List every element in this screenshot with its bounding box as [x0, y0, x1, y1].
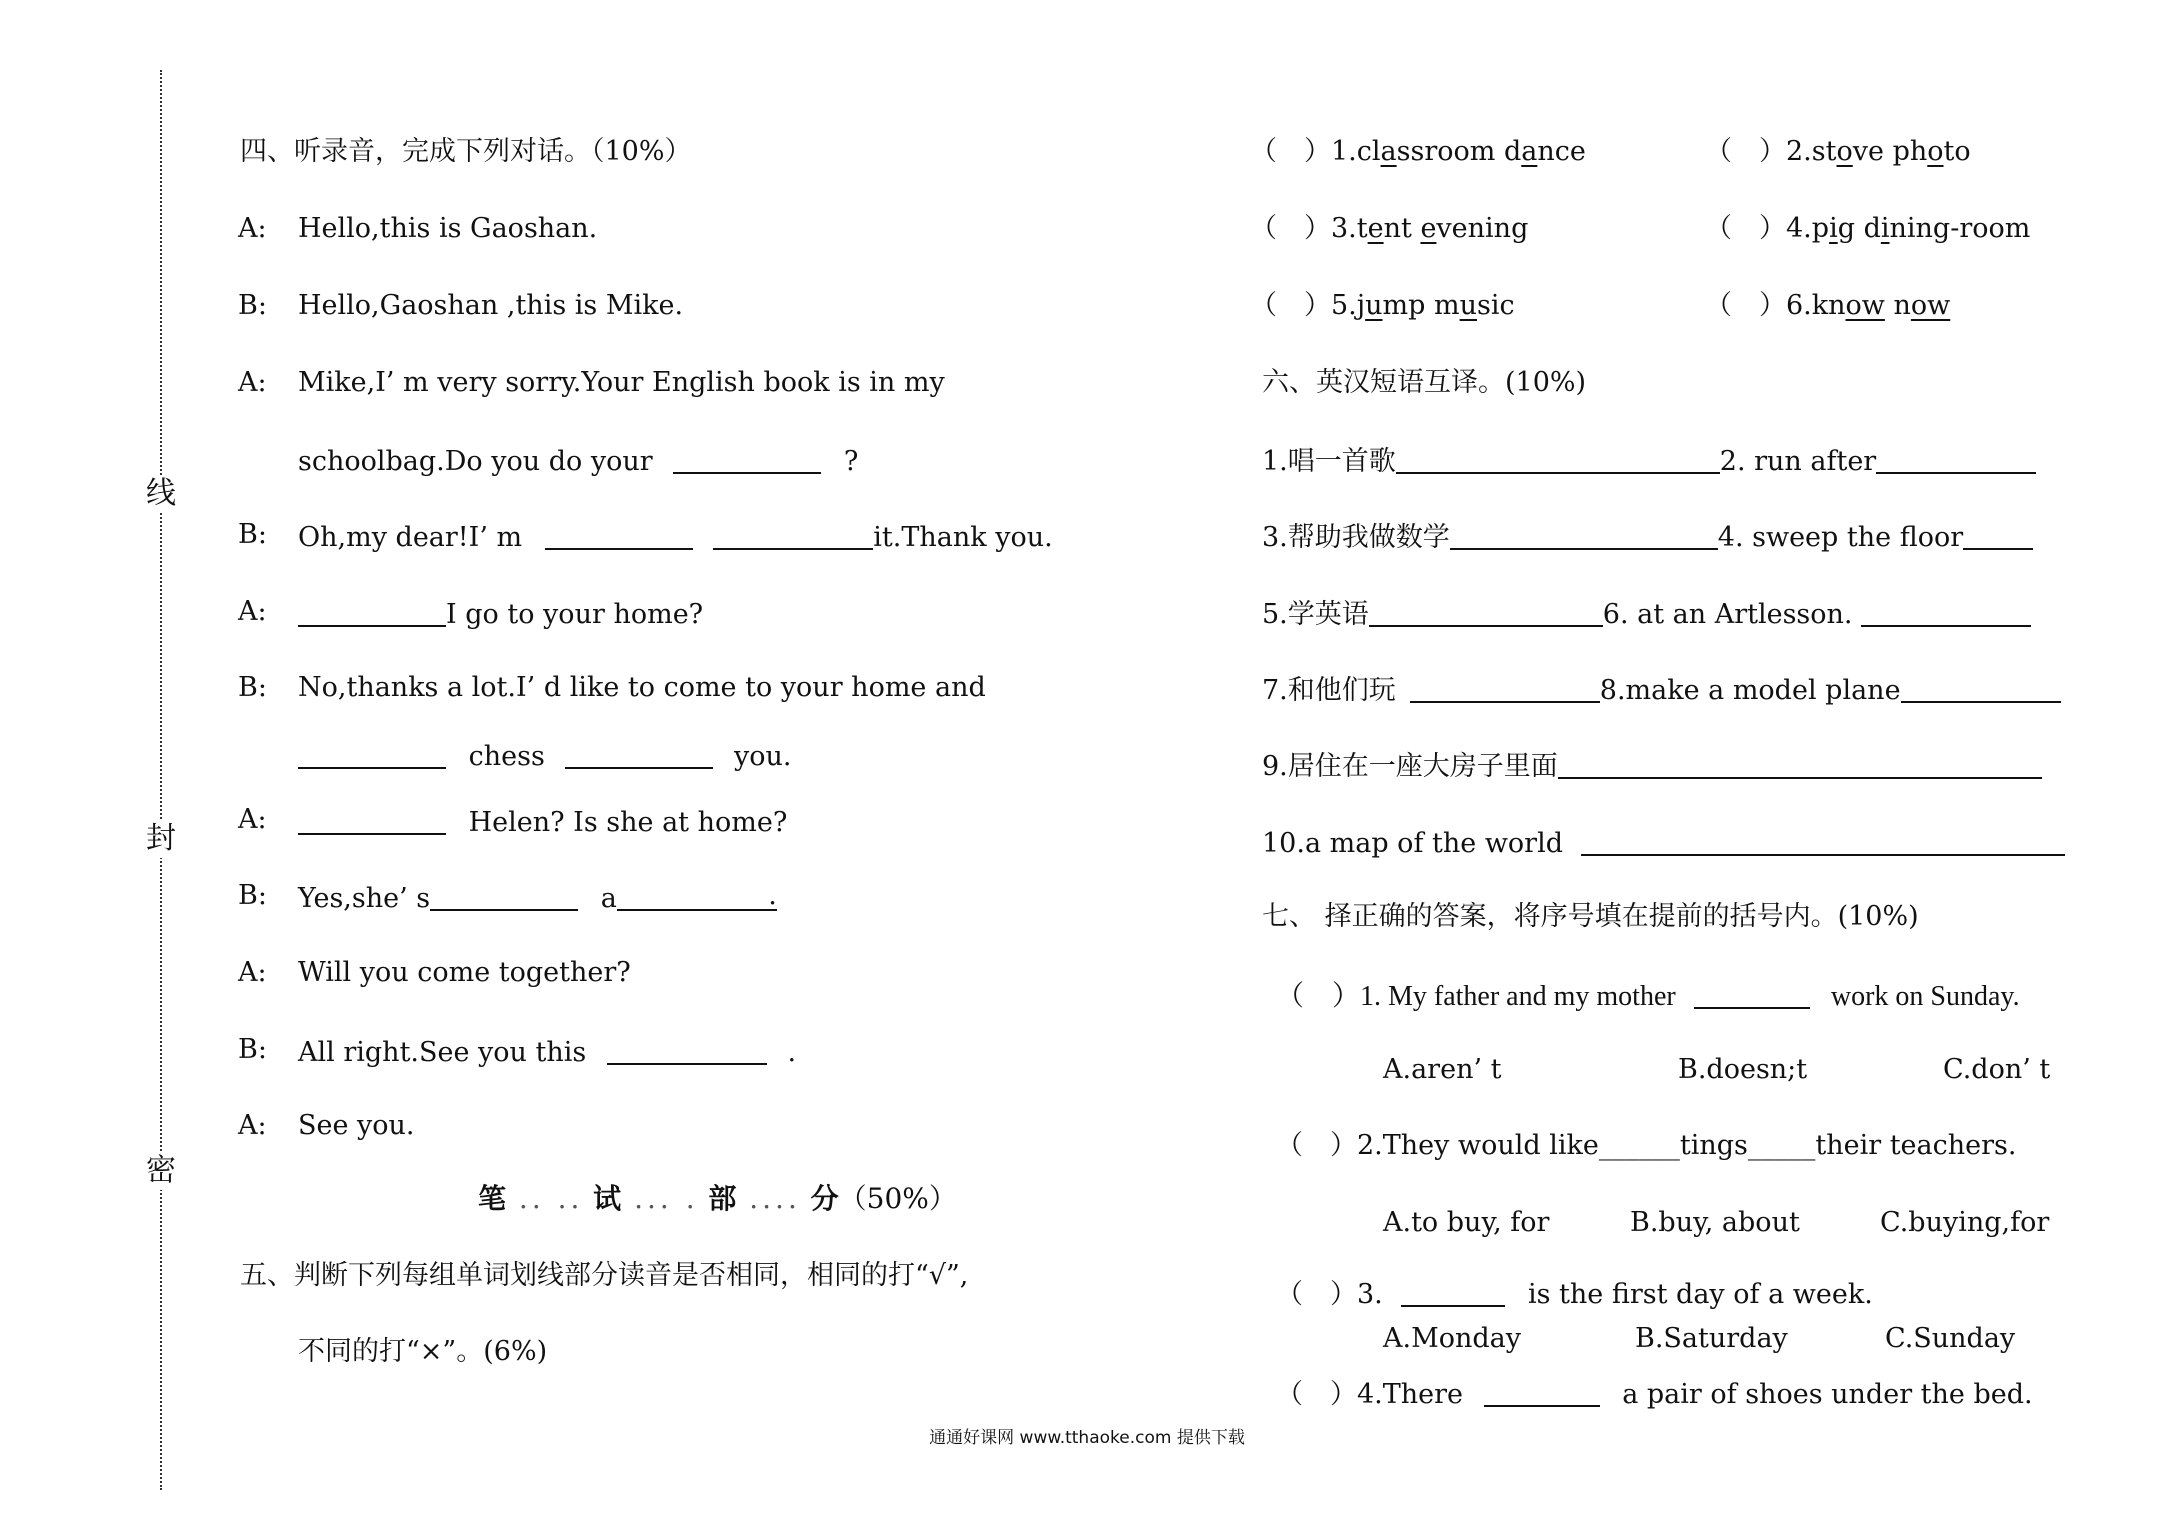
- underlined-letters: a: [1521, 136, 1538, 167]
- dialogue-line: Hello,this is Gaoshan.: [298, 213, 598, 244]
- dialogue-line-row: [298, 806, 787, 836]
- word-part: kn: [1811, 290, 1846, 321]
- heading-char: 笔: [478, 1182, 507, 1215]
- dialogue-speaker: B:: [238, 290, 267, 321]
- mc-question-3: [1276, 1278, 1873, 1308]
- word-part: j: [1356, 290, 1366, 321]
- dialogue-line: All right.See you this: [298, 1037, 587, 1068]
- word-part: nt: [1383, 213, 1421, 244]
- answer-blank[interactable]: [298, 806, 446, 835]
- word-part: nce: [1537, 136, 1586, 167]
- section-7-title: 七、 择正确的答案，将序号填在提前的括号内。(10%): [1262, 901, 1919, 932]
- underlined-letters: i: [1829, 213, 1838, 244]
- dialogue-speaker: A:: [238, 804, 267, 835]
- item-number[interactable]: （ ）5.: [1250, 290, 1357, 321]
- heading-percent: （50%）: [838, 1182, 957, 1215]
- phrase-prompt: 6. at an Artlesson.: [1602, 599, 1853, 630]
- dialogue-speaker: B:: [238, 1034, 267, 1065]
- item-number[interactable]: （ ）1.: [1250, 136, 1357, 167]
- answer-blank[interactable]: [1484, 1378, 1600, 1407]
- underlined-letters: e: [1420, 213, 1437, 244]
- answer-blank[interactable]: [1581, 827, 2065, 856]
- word-part: g d: [1837, 213, 1881, 244]
- word-part: mp m: [1382, 290, 1460, 321]
- pronunciation-item: [1705, 138, 1971, 165]
- pronunciation-item: [1705, 215, 2030, 242]
- footer-credit: 通通好课网 www.tthaoke.com 提供下载: [929, 1428, 1245, 1448]
- word-part: n: [1884, 290, 1911, 321]
- answer-blank[interactable]: [673, 445, 821, 474]
- translation-row: [1262, 674, 2061, 704]
- question-stem[interactable]: （ ）3.: [1276, 1279, 1383, 1310]
- dialogue-speaker: B:: [238, 880, 267, 911]
- underlined-letters: o: [1836, 136, 1853, 167]
- underlined-letters: o: [1927, 136, 1944, 167]
- heading-char: 试: [593, 1182, 622, 1215]
- question-stem: is the first day of a week.: [1527, 1279, 1873, 1310]
- answer-blank[interactable]: [545, 521, 693, 550]
- dialogue-line-row: [298, 882, 777, 912]
- dialogue-line-row: [298, 740, 791, 770]
- section-6-title: 六、英汉短语互译。(10%): [1262, 367, 1587, 398]
- dialogue-speaker: A:: [238, 367, 267, 398]
- word-part: cl: [1356, 136, 1381, 167]
- dialogue-line: Helen? Is she at home?: [468, 807, 788, 838]
- dialogue-line: Oh,my dear!I’ m: [298, 522, 523, 553]
- dialogue-line: I go to your home?: [446, 599, 704, 630]
- phrase-prompt: 8.make a model plane: [1599, 675, 1901, 706]
- binding-label-seal: 封: [146, 821, 176, 856]
- question-stem: work on Sunday.: [1830, 981, 2020, 1012]
- translation-row: [1262, 445, 2036, 475]
- dialogue-speaker: A:: [238, 957, 267, 988]
- answer-blank[interactable]: [607, 1036, 767, 1065]
- word-part: ning-room: [1889, 213, 2031, 244]
- phrase-prompt: 2. run after: [1719, 446, 1877, 477]
- answer-blank[interactable]: [1369, 598, 1603, 627]
- mc-question-1: [1276, 980, 2020, 1011]
- dialogue-line: chess: [468, 741, 545, 772]
- underlined-letters: a: [1380, 136, 1397, 167]
- dialogue-speaker: B:: [238, 672, 267, 703]
- translation-row: [1262, 827, 2065, 857]
- phrase-prompt: 7.和他们玩: [1262, 675, 1396, 706]
- pronunciation-item: [1250, 292, 1515, 319]
- answer-blank[interactable]: [1876, 445, 2036, 474]
- option-c[interactable]: C.don’ t: [1943, 1054, 2051, 1085]
- heading-char: 分: [810, 1182, 839, 1215]
- dialogue-line: Mike,I’ m very sorry.Your English book is in my: [298, 367, 945, 398]
- word-part: to: [1943, 136, 1971, 167]
- word-part: vening: [1436, 213, 1529, 244]
- dialogue-speaker: A:: [238, 213, 267, 244]
- mc-question-2[interactable]: （ ）2.They would like______tings_____their teachers.: [1276, 1130, 2017, 1161]
- phrase-prompt: 5.学英语: [1262, 599, 1369, 630]
- item-number[interactable]: （ ）4.: [1705, 213, 1812, 244]
- dialogue-line-row: [298, 1036, 796, 1066]
- word-part: sic: [1477, 290, 1515, 321]
- dialogue-line-row: [298, 445, 858, 475]
- dialogue-speaker: A:: [238, 1110, 267, 1141]
- dialogue-fragment: a: [600, 883, 617, 914]
- phrase-prompt: 9.居住在一座大房子里面: [1262, 751, 1558, 782]
- option-c[interactable]: C.Sunday: [1885, 1323, 2016, 1354]
- underlined-letters: e: [1367, 213, 1384, 244]
- answer-blank[interactable]: [1861, 598, 2031, 627]
- item-number[interactable]: （ ）3.: [1250, 213, 1357, 244]
- dialogue-fragment: you.: [733, 741, 792, 772]
- answer-blank[interactable]: [430, 882, 578, 911]
- pronunciation-item: [1250, 138, 1586, 165]
- binding-label-line: 线: [146, 476, 176, 511]
- answer-blank[interactable]: [617, 882, 777, 911]
- answer-blank[interactable]: [1410, 674, 1600, 703]
- answer-blank[interactable]: [1694, 980, 1810, 1009]
- item-number[interactable]: （ ）6.: [1705, 290, 1812, 321]
- underlined-letters: ow: [1910, 290, 1951, 321]
- binding-line: [160, 70, 162, 1490]
- dialogue-line: Will you come together?: [298, 957, 631, 988]
- written-section-heading: 笔 .. .. 试 ... . 部 .... 分（50%）: [478, 1182, 957, 1215]
- answer-blank[interactable]: [1558, 750, 2042, 779]
- question-stem: a pair of shoes under the bed.: [1622, 1379, 2033, 1410]
- word-part: p: [1811, 213, 1830, 244]
- underlined-letters: u: [1459, 290, 1477, 321]
- dialogue-fragment: .: [768, 880, 777, 911]
- dialogue-line: Yes,she’ s: [298, 883, 431, 914]
- heading-char: 部: [708, 1182, 737, 1215]
- option-a[interactable]: A.aren’ t: [1383, 1054, 1502, 1085]
- translation-row: [1262, 521, 2033, 551]
- section-4-title: 四、听录音，完成下列对话。（10%）: [240, 136, 692, 167]
- phrase-prompt: 4. sweep the floor: [1717, 522, 1964, 553]
- dialogue-line: schoolbag.Do you do your: [298, 446, 653, 477]
- word-part: t: [1356, 213, 1368, 244]
- dialogue-line: No,thanks a lot.I’ d like to come to your home and: [298, 672, 986, 703]
- underlined-letters: u: [1365, 290, 1383, 321]
- dialogue-line-row: [298, 521, 1053, 551]
- answer-blank[interactable]: [1396, 445, 1720, 474]
- option-b[interactable]: B.buy, about: [1630, 1207, 1800, 1238]
- dialogue-speaker: A:: [238, 596, 267, 627]
- underlined-letters: ow: [1845, 290, 1885, 321]
- answer-blank[interactable]: [1450, 521, 1718, 550]
- answer-blank[interactable]: [1963, 521, 2033, 550]
- answer-blank[interactable]: [1401, 1278, 1505, 1307]
- question-stem[interactable]: （ ）4.There: [1276, 1379, 1464, 1410]
- translation-row: [1262, 750, 2042, 780]
- underlined-letters: i: [1880, 213, 1890, 244]
- dialogue-speaker: B:: [238, 519, 267, 550]
- item-number[interactable]: （ ）2.: [1705, 136, 1812, 167]
- dialogue-fragment: it.Thank you.: [873, 522, 1053, 553]
- answer-blank[interactable]: [298, 598, 446, 627]
- answer-blank[interactable]: [1901, 674, 2061, 703]
- option-c[interactable]: C.buying,for: [1880, 1207, 2050, 1238]
- answer-blank[interactable]: [565, 740, 713, 769]
- option-a[interactable]: A.to buy, for: [1383, 1207, 1550, 1238]
- dialogue-line-row: [298, 598, 703, 628]
- question-mark: ?: [843, 446, 859, 477]
- section-5-title: 五、判断下列每组单词划线部分读音是否相同，相同的打“√”,: [240, 1260, 969, 1291]
- dialogue-fragment: .: [787, 1037, 797, 1068]
- word-part: st: [1811, 136, 1837, 167]
- option-b[interactable]: B.doesn;t: [1678, 1054, 1808, 1085]
- pronunciation-item: [1250, 215, 1528, 242]
- phrase-prompt: 10.a map of the world: [1262, 828, 1564, 859]
- section-5-title-cont: 不同的打“×”。(6%): [298, 1336, 548, 1367]
- mc-question-4: [1276, 1378, 2033, 1408]
- question-stem[interactable]: （ ）1. My father and my mother: [1276, 981, 1676, 1012]
- option-b[interactable]: B.Saturday: [1635, 1323, 1788, 1354]
- pronunciation-item: [1705, 292, 1950, 319]
- answer-blank[interactable]: [298, 740, 446, 769]
- translation-row: [1262, 598, 2031, 628]
- phrase-prompt: 3.帮助我做数学: [1262, 522, 1450, 553]
- dialogue-line: Hello,Gaoshan ,this is Mike.: [298, 290, 684, 321]
- phrase-prompt: 1.唱一首歌: [1262, 446, 1396, 477]
- binding-label-secret: 密: [146, 1153, 176, 1188]
- option-a[interactable]: A.Monday: [1383, 1323, 1522, 1354]
- answer-blank[interactable]: [713, 521, 873, 550]
- dialogue-line: See you.: [298, 1110, 415, 1141]
- word-part: ve ph: [1852, 136, 1928, 167]
- word-part: ssroom d: [1396, 136, 1522, 167]
